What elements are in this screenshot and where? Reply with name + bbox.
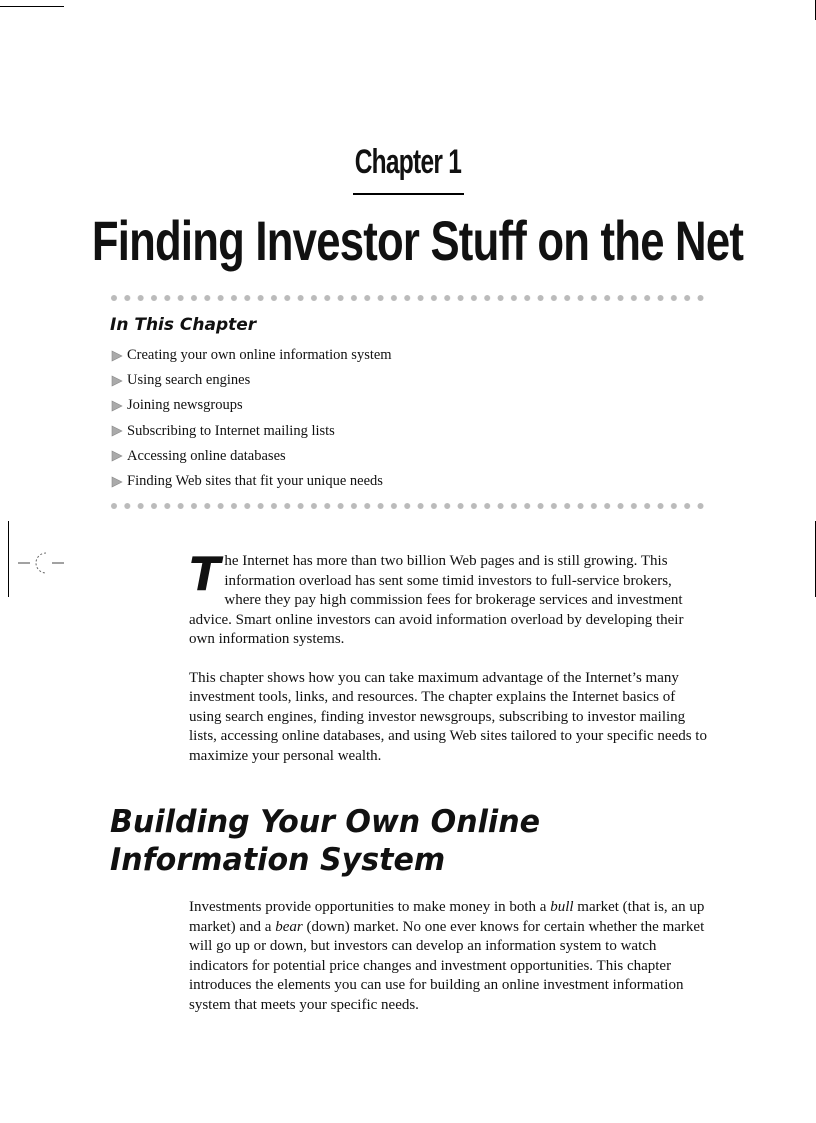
chapter-label: Chapter 1: [354, 143, 462, 181]
list-item: Joining newsgroups: [110, 393, 392, 418]
drop-cap: T: [189, 547, 221, 601]
dotted-rule-top: [110, 293, 710, 303]
in-this-chapter-heading: In This Chapter: [110, 315, 257, 335]
intro-paragraph-1: The Internet has more than two billion Web pages and is still growing. This information overload has sent some timid investors to full-service brokers, where they pay high commission fees for brokerage services and investment advice. Smart online investors can avoid information overload by developing their own information systems.: [189, 547, 684, 647]
intro-text: [189, 547, 709, 766]
term-bull: bull: [550, 899, 574, 915]
list-item: Finding Web sites that fit your unique needs: [110, 469, 392, 494]
crop-mark-top-left: [0, 6, 64, 7]
intro-paragraph-2: This chapter shows how you can take maximum advantage of the Internet’s many investment tools, links, and resources. The chapter explains the Internet basics of using search engines, finding investor newsgroups, subscribing to investor mailing lists, accessing online databases, and using Web sites tailored to your specific needs to maximize your personal wealth.: [189, 669, 707, 764]
chapter-contents-list: [110, 343, 392, 494]
section-paragraph: Investments provide opportunities to make money in both a bull market (that is, an up market) and a bear (down) market. No one ever knows for certain whether the market will go up or down, but investors can develop an information system to watch indicators for potential price changes and investment opportunities. This chapter introduces the elements you can use for building an online investment information system that meets your specific needs.: [189, 899, 705, 1013]
dotted-rule-bottom: [110, 501, 710, 511]
registration-mark-icon: [18, 548, 66, 578]
triangle-bullet-icon: [110, 375, 124, 387]
crop-mark-left: [8, 521, 9, 597]
list-item: Using search engines: [110, 368, 392, 393]
list-item: Accessing online databases: [110, 444, 392, 469]
triangle-bullet-icon: [110, 350, 124, 362]
term-bear: bear: [275, 918, 303, 935]
list-item: Creating your own online information system: [110, 343, 392, 368]
chapter-title: Finding Investor Stuff on the Net: [91, 209, 744, 272]
triangle-bullet-icon: [110, 476, 124, 488]
list-item: Subscribing to Internet mailing lists: [110, 419, 392, 444]
chapter-label-underline: [353, 193, 464, 195]
triangle-bullet-icon: [110, 450, 124, 462]
section-heading: Building Your Own Online Information System: [110, 804, 541, 878]
triangle-bullet-icon: [110, 400, 124, 412]
triangle-bullet-icon: [110, 425, 124, 437]
